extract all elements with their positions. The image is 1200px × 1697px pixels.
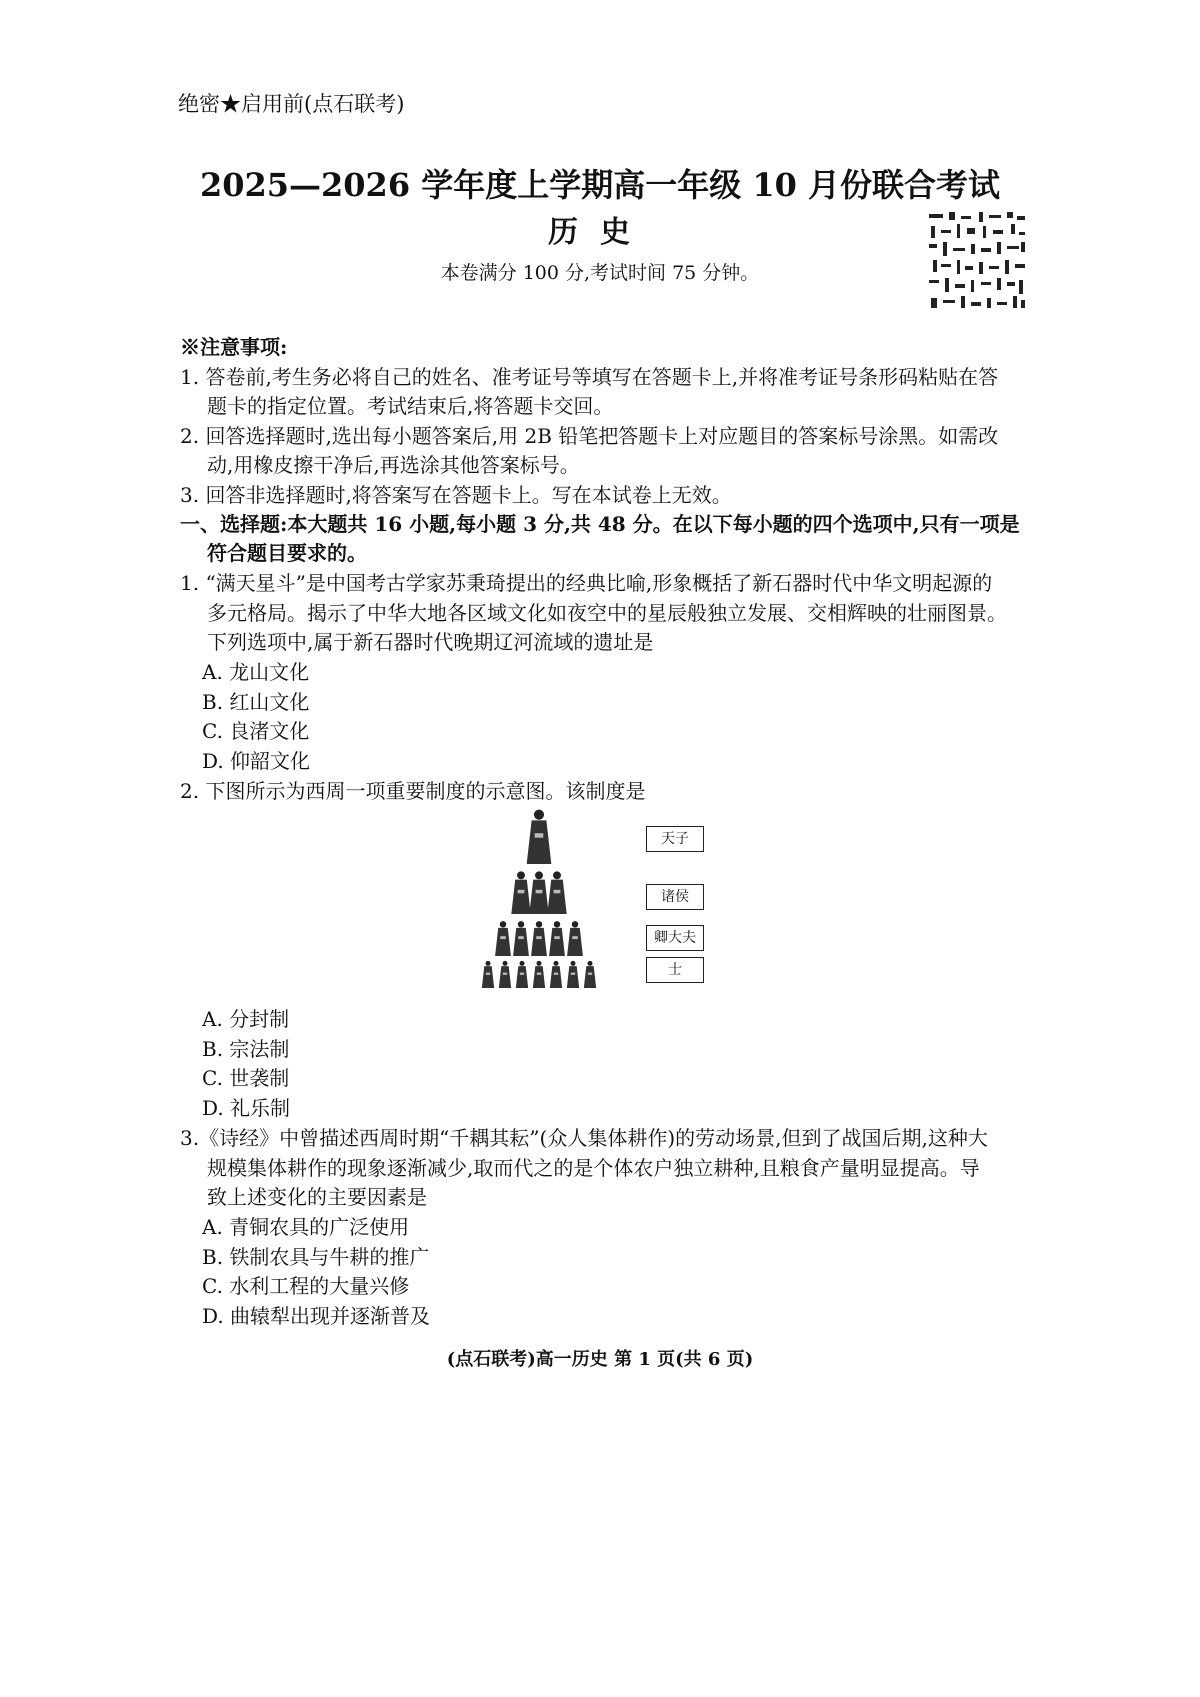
- figure-row-4-item-6: [567, 961, 579, 988]
- q2-option-a: A. 分封制: [202, 1007, 290, 1031]
- q3-stem-line-2: 规模集体耕作的现象逐渐减少,取而代之的是个体农户独立耕种,且粮食产量明显提高。导: [207, 1156, 980, 1180]
- confidential-label: 绝密★启用前(点石联考): [178, 92, 405, 116]
- q1-option-c: C. 良渚文化: [202, 719, 310, 743]
- q1-stem-line-3: 下列选项中,属于新石器时代晚期辽河流域的遗址是: [207, 630, 654, 654]
- q1-stem-line-1: 1. “满天星斗”是中国考古学家苏秉琦提出的经典比喻,形象概括了新石器时代中华文明起源的: [180, 571, 993, 595]
- rank-label-qingdafu: 卿大夫: [646, 925, 704, 951]
- notice-item-1-line-2: 题卡的指定位置。考试结束后,将答题卡交回。: [207, 394, 614, 418]
- q2-option-c: C. 世袭制: [202, 1066, 290, 1090]
- figure-row-2-item-3: [547, 871, 566, 914]
- q3-option-b: B. 铁制农具与牛耕的推广: [202, 1245, 430, 1269]
- q2-option-d: D. 礼乐制: [202, 1096, 291, 1120]
- figure-row-4-item-7: [584, 961, 596, 988]
- q1-option-a: A. 龙山文化: [202, 660, 310, 684]
- figure-row-3-item-2: [513, 921, 529, 956]
- q1-option-b: B. 红山文化: [202, 690, 310, 714]
- figure-row-4-item-2: [499, 961, 511, 988]
- figure-row-2-item-2: [529, 871, 548, 914]
- q2-stem: 2. 下图所示为西周一项重要制度的示意图。该制度是: [180, 779, 646, 803]
- exam-title: 2025—2026 学年度上学期高一年级 10 月份联合考试: [199, 166, 1001, 204]
- figure-row-3-item-1: [495, 921, 511, 956]
- notice-heading: ※注意事项:: [180, 335, 288, 359]
- figure-row-4-item-1: [482, 961, 494, 988]
- q2-option-b: B. 宗法制: [202, 1037, 290, 1061]
- figure-row-3-item-4: [549, 921, 565, 956]
- rank-label-tianzi: 天子: [646, 826, 704, 852]
- q1-option-d: D. 仰韶文化: [202, 749, 311, 773]
- exam-info: 本卷满分 100 分,考试时间 75 分钟。: [440, 262, 760, 284]
- page-footer: (点石联考)高一历史 第 1 页(共 6 页): [446, 1349, 754, 1370]
- figure-row-4-item-5: [550, 961, 562, 988]
- q3-stem-line-1: 3.《诗经》中曾描述西周时期“千耦其耘”(众人集体耕作)的劳动场景,但到了战国后期,这种大: [180, 1126, 988, 1150]
- figure-row-4-item-4: [533, 961, 545, 988]
- subject-title: 历史: [548, 215, 652, 250]
- section-1-heading: 一、选择题:本大题共 16 小题,每小题 3 分,共 48 分。在以下每小题的四个选项中,只有一项是: [180, 512, 1020, 536]
- notice-item-1-line-1: 1. 答卷前,考生务必将自己的姓名、准考证号等填写在答题卡上,并将准考证号条形码粘贴在答: [180, 365, 999, 389]
- q3-option-c: C. 水利工程的大量兴修: [202, 1274, 410, 1298]
- figure-row-3-item-5: [567, 921, 583, 956]
- figure-row-2-item-1: [511, 871, 530, 914]
- figure-row-3-item-3: [531, 921, 547, 956]
- figure-row-4-item-3: [516, 961, 528, 988]
- qr-code-icon: [927, 210, 1027, 310]
- q3-option-d: D. 曲辕犁出现并逐渐普及: [202, 1304, 431, 1328]
- rank-label-shi: 士: [646, 957, 704, 983]
- notice-item-2-line-1: 2. 回答选择题时,选出每小题答案后,用 2B 铅笔把答题卡上对应题目的答案标号涂黑。如需改: [180, 424, 999, 448]
- notice-item-3: 3. 回答非选择题时,将答案写在答题卡上。写在本试卷上无效。: [180, 483, 732, 507]
- notice-item-2-line-2: 动,用橡皮擦干净后,再选涂其他答案标号。: [207, 453, 580, 477]
- q3-stem-line-3: 致上述变化的主要因素是: [207, 1185, 427, 1209]
- figure-row-1-item-1: [527, 810, 552, 864]
- rank-label-zhuhou: 诸侯: [646, 884, 704, 910]
- section-1-heading-cont: 符合题目要求的。: [207, 541, 367, 565]
- q3-option-a: A. 青铜农具的广泛使用: [202, 1215, 410, 1239]
- q1-stem-line-2: 多元格局。揭示了中华大地各区域文化如夜空中的星辰般独立发展、交相辉映的壮丽图景。: [207, 601, 1007, 625]
